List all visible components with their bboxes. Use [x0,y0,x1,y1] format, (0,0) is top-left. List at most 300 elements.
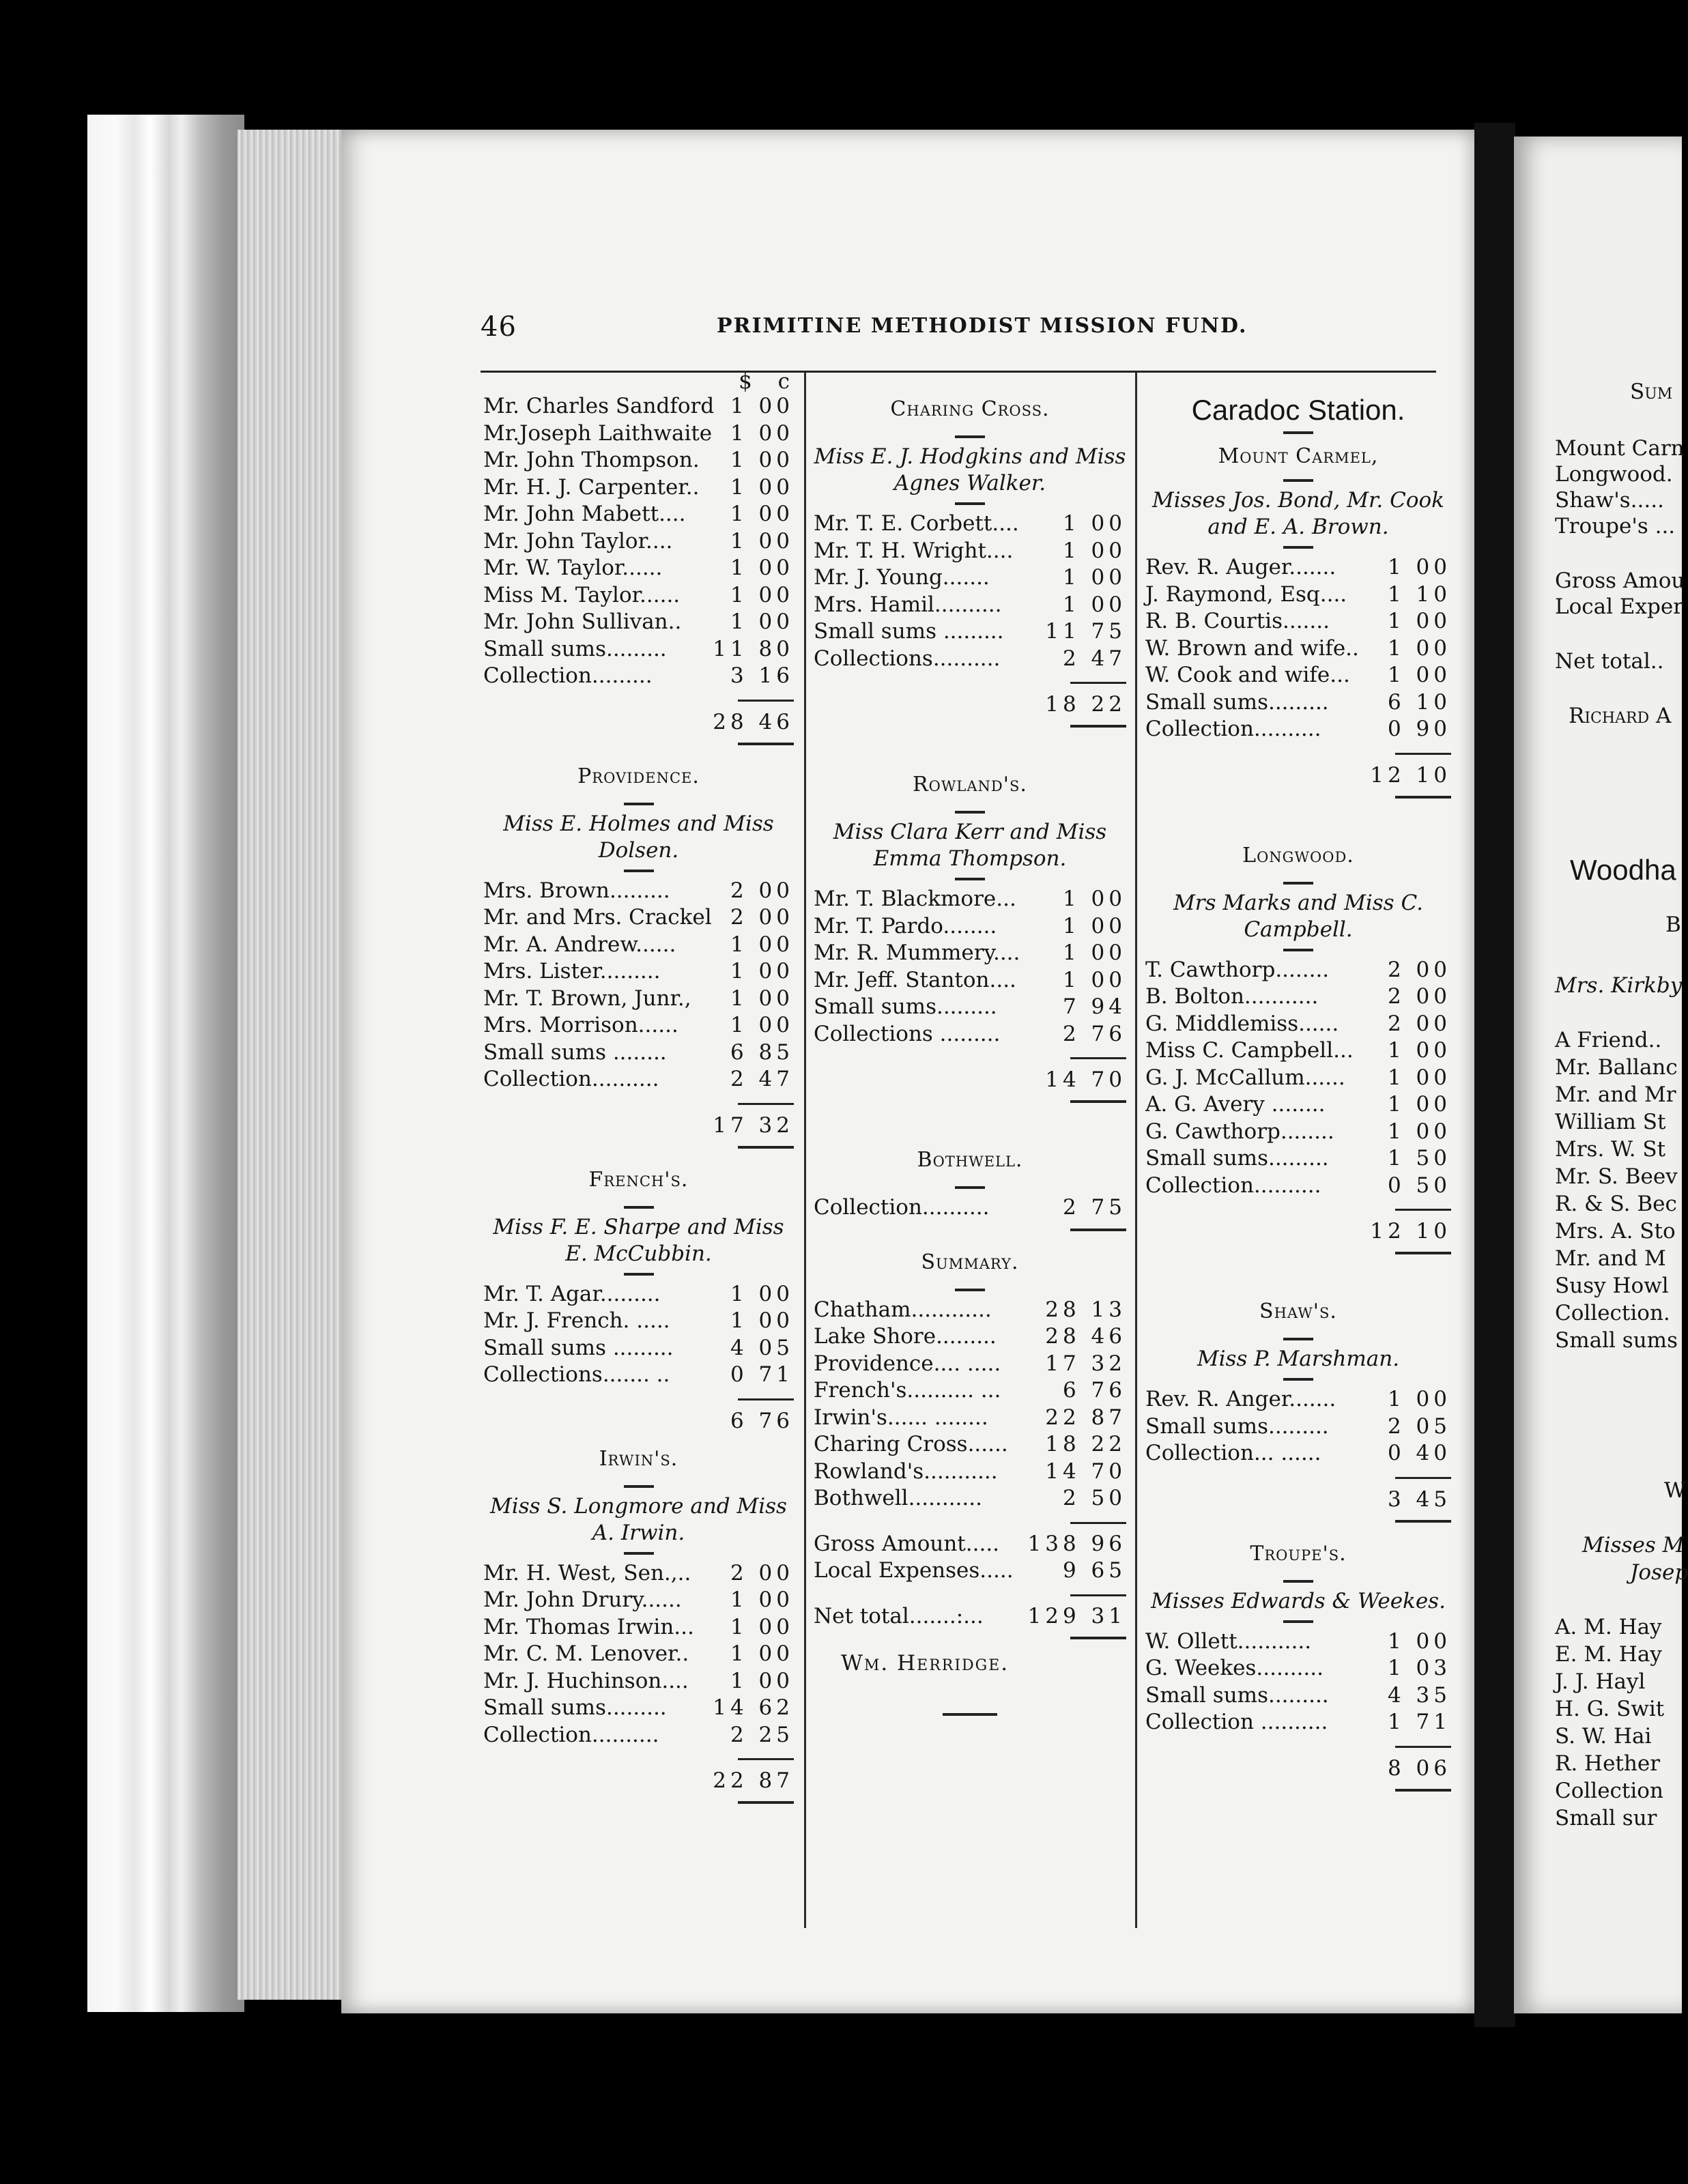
list-item [483,447,794,474]
dash [1283,1580,1313,1583]
facing-page-fragment: Sum [1630,379,1673,404]
section-heading-longwood: Longwood. [1242,843,1354,867]
list-item [483,1308,794,1335]
entry-amount: 1 00 [730,1587,794,1612]
summary-local-label: Local Expenses..... [814,1558,1014,1583]
entry-name: Mr. John Sullivan.. [483,609,682,634]
list-item [814,1405,1126,1432]
total-rule [1070,1228,1126,1231]
entry-amount: 1 00 [1387,555,1451,579]
summary-net-amount: 129 31 [1027,1603,1126,1628]
dash [1283,1378,1313,1381]
frenchs-list [483,1281,794,1389]
entry-name: Mr. W. Taylor...... [483,556,663,580]
entry-name: Collection.......... [1145,717,1321,741]
entry-name: Mr. H. West, Sen.,.. [483,1560,691,1585]
entry-amount: 2 00 [1387,957,1451,982]
list-item [814,1485,1126,1512]
list-item [483,582,794,609]
collectors-charing-cross: Miss E. J. Hodgkins and Miss Agnes Walker. [814,444,1126,495]
facing-page-fragment: William St [1555,1110,1666,1134]
dash [955,435,985,438]
entry-name: Small sums......... [483,1695,667,1720]
list-item [483,555,794,582]
entry-name: Mr.Joseph Laithwaite [483,420,713,446]
list-item [1145,689,1451,717]
entry-name: Mr. Jeff. Stanton.... [814,967,1016,992]
entry-name: Rev. R. Auger....... [1145,555,1336,579]
total-rule [1395,1746,1451,1748]
entry-name: Collection.......... [483,1067,659,1091]
list-item [483,393,794,420]
entry-name: Mrs. Hamil.......... [814,592,1002,617]
list-item [814,886,1126,913]
total-rule [738,743,794,745]
entry-amount: 2 00 [730,1560,794,1585]
book-page-edges [87,115,244,2012]
facing-page-fragment: A Friend.. [1555,1028,1662,1052]
lead-total: 28 46 [713,709,794,734]
frenchs-total: 6 76 [730,1408,794,1433]
list-item [483,878,794,905]
providence-list [483,878,794,1093]
column-divider-1 [804,372,806,1928]
mount-carmel-total: 12 10 [1370,762,1451,788]
entry-amount: 1 00 [730,609,794,634]
entry-amount: 6 76 [1062,1378,1126,1403]
dash [1283,1620,1313,1623]
facing-page-fragment: S. W. Hai [1555,1724,1652,1749]
entry-amount: 1 00 [1062,592,1126,617]
entry-amount: 14 70 [1045,1459,1126,1484]
facing-page-fragment: Mr. S. Beev [1555,1164,1678,1189]
providence-total: 17 32 [713,1112,794,1138]
list-item [483,1066,794,1093]
entry-name: Mr. John Drury...... [483,1587,682,1612]
total-rule [738,1103,794,1105]
list-item [483,663,794,690]
entry-name: Mrs. Morrison...... [483,1013,678,1037]
entry-amount: 1 00 [1387,1119,1451,1144]
entry-amount: 1 00 [1387,1065,1451,1090]
entry-amount: 1 00 [730,1614,794,1639]
longwood-list [1145,957,1451,1200]
section-heading-bothwell: Bothwell. [917,1148,1023,1172]
summary-net-label: Net total.......:... [814,1603,984,1628]
list-item [814,1021,1126,1048]
list-item [1145,1386,1451,1413]
list-item [1145,1145,1451,1173]
list-item [1145,1037,1451,1065]
summary-list [814,1297,1126,1512]
dash [624,1273,654,1276]
section-heading-mount-carmel: Mount Carmel, [1218,444,1379,468]
dash [1283,431,1313,434]
summary-local-row [814,1557,1126,1585]
total-rule [1395,1209,1451,1211]
entry-name: Collections....... .. [483,1362,670,1387]
total-rule [1070,682,1126,684]
list-item [814,511,1126,538]
facing-page-fragment: Small sur [1555,1806,1657,1830]
facing-page-fragment: Josep [1630,1560,1688,1585]
facing-page-fragment: Mount Carn [1555,436,1685,461]
entry-name: Collection.......... [814,1195,990,1220]
list-item [483,528,794,556]
list-item [1145,1628,1451,1656]
entry-name: Small sums......... [814,994,997,1019]
dash [955,502,985,505]
total-rule [1395,1789,1451,1792]
dash [624,1206,654,1209]
dash [1283,949,1313,951]
section-heading-troupes: Troupe's. [1250,1541,1347,1566]
entry-amount: 2 00 [1387,1011,1451,1036]
entry-amount: 1 00 [1062,887,1126,911]
entry-name: Mr. Thomas Irwin... [483,1614,694,1639]
entry-amount: 2 76 [1062,1021,1126,1046]
entry-name: Irwin's...... ........ [814,1405,988,1430]
entry-name: Providence.... ..... [814,1351,1001,1376]
facing-page-fragment: Small sums [1555,1328,1678,1353]
summary-local-amount: 9 65 [1062,1558,1126,1583]
entry-amount: 2 50 [1062,1486,1126,1510]
entry-name: Mr. T. Agar......... [483,1281,661,1306]
entry-amount: 1 00 [1387,609,1451,633]
signature: Wm. Herridge. [841,1651,1010,1676]
dash [1283,1338,1313,1340]
list-item [483,636,794,663]
entry-amount: 1 00 [1062,511,1126,536]
spacer [1145,809,1451,835]
entry-name: G. Middlemiss...... [1145,1011,1339,1036]
entry-name: Miss M. Taylor...... [483,582,681,607]
list-item [483,904,794,932]
entry-amount: 11 75 [1045,619,1126,644]
section-heading-rowlands: Rowland's. [913,773,1027,796]
facing-page-fragment: Net total.. [1555,649,1664,674]
irwins-list [483,1560,794,1749]
total-rule [1395,1477,1451,1479]
entry-amount: 1 00 [1387,635,1451,661]
facing-page-fragment: R. Hether [1555,1751,1661,1776]
entry-amount: 1 00 [1387,1387,1451,1411]
facing-page-fragment: Misses M [1582,1533,1685,1557]
total-rule [738,1801,794,1804]
entry-amount: 1 71 [1387,1710,1451,1734]
entry-name: Collection .......... [1145,1710,1328,1734]
entry-amount: 0 90 [1387,717,1451,741]
book-gutter [1474,123,1515,2027]
entry-name: Mr. T. Pardo........ [814,913,997,938]
dash [1283,479,1313,482]
total-rule [1395,1520,1451,1523]
charing-cross-list [814,511,1126,672]
list-item [1145,1440,1451,1467]
section-heading-shaws: Shaw's. [1259,1299,1337,1323]
list-item [483,1012,794,1039]
list-item [814,1377,1126,1405]
entry-name: Small sums......... [1145,689,1329,715]
list-item [814,1431,1126,1459]
collectors-irwins: Miss S. Longmore and Miss A. Irwin. [490,1493,787,1545]
rowlands-total: 14 70 [1045,1067,1126,1092]
summary-gross-row [814,1531,1126,1558]
entry-amount: 1 00 [730,474,794,500]
entry-name: Collection......... [483,663,653,688]
entry-amount: 1 00 [1387,663,1451,687]
list-item [483,501,794,528]
spacer [814,738,1126,764]
facing-page-fragment: A. M. Hay [1555,1615,1662,1639]
facing-page-fragment: Collection [1555,1779,1663,1803]
entry-amount: 1 00 [730,986,794,1011]
entry-amount: 1 00 [730,932,794,957]
list-item [483,1641,794,1668]
facing-page-fragment: Richard A [1569,704,1672,728]
entry-name: A. G. Avery ........ [1145,1092,1326,1117]
list-item [483,609,794,636]
entry-name: Mr. H. J. Carpenter.. [483,474,700,500]
entry-amount: 3 16 [730,663,794,688]
total-rule [1395,796,1451,799]
dash [1283,546,1313,549]
list-item [814,940,1126,967]
list-item [1145,662,1451,689]
entry-amount: 1 00 [1387,1628,1451,1654]
list-item [814,538,1126,565]
shaws-list [1145,1386,1451,1467]
entry-amount: 1 00 [1062,913,1126,938]
entry-name: French's.......... ... [814,1378,1001,1403]
entry-name: Mr. T. Blackmore... [814,887,1016,911]
section-heading-summary: Summary. [921,1250,1019,1274]
entry-amount: 0 50 [1387,1173,1451,1198]
facing-page-fragment: B [1665,913,1681,937]
entry-name: Collection.......... [1145,1173,1321,1198]
entry-amount: 2 00 [730,878,794,903]
entry-amount: 4 05 [730,1335,794,1360]
entry-amount: 1 00 [730,959,794,983]
entry-name: Rowland's........... [814,1459,998,1484]
cent-sign: c [777,369,794,394]
list-item [1145,716,1451,743]
entry-name: W. Cook and wife... [1145,663,1350,687]
list-item [1145,957,1451,984]
entry-name: Mr. C. M. Lenover.. [483,1641,689,1666]
entry-name: Small sums......... [1145,1413,1329,1439]
entry-amount: 1 50 [1387,1146,1451,1170]
entry-amount: 1 00 [1062,538,1126,563]
entry-name: Mr. J. Huchinson.... [483,1668,689,1693]
entry-name: Mr. and Mrs. Crackel [483,905,712,930]
entry-amount: 17 32 [1045,1351,1126,1376]
entry-amount: 1 00 [730,528,794,554]
dash [955,1289,985,1291]
entry-name: Rev. R. Anger....... [1145,1387,1336,1411]
entry-name: Mr. J. French. ..... [483,1308,670,1333]
list-item [483,1614,794,1641]
entry-amount: 1 00 [730,502,794,526]
entry-name: Mr. R. Mummery.... [814,940,1020,965]
dash [624,803,654,805]
section-heading-frenchs: French's. [588,1167,689,1192]
list-item [814,1323,1126,1351]
list-item [1145,1413,1451,1441]
entry-amount: 1 00 [1387,1092,1451,1117]
book-page-stack [238,130,343,2000]
total-rule [1395,1252,1451,1254]
list-item [814,913,1126,940]
collectors-shaws: Miss P. Marshman. [1197,1347,1400,1371]
entry-amount: 14 62 [713,1695,794,1720]
entry-amount: 2 25 [730,1722,794,1747]
facing-page-fragment: J. J. Hayl [1555,1669,1646,1694]
station-title: Caradoc Station. [1191,394,1405,426]
list-item [814,592,1126,619]
total-rule [1070,1594,1126,1596]
total-rule [738,700,794,702]
entry-amount: 2 00 [730,905,794,930]
facing-page-fragment: Troupe's ... [1555,514,1676,538]
collectors-longwood: Mrs Marks and Miss C. Campbell. [1173,890,1423,942]
collectors-frenchs: Miss F. E. Sharpe and Miss E. McCubbin. [493,1214,784,1266]
dash [624,1552,654,1555]
facing-page-fragment: Mr. and Mr [1555,1082,1676,1107]
entry-name: Small sums ......... [483,1335,674,1360]
troupes-list [1145,1628,1451,1736]
dash [1283,882,1313,885]
facing-page-fragment: Mrs. A. Sto [1555,1219,1676,1244]
entry-amount: 1 00 [730,1308,794,1333]
facing-page-fragment: Local Exper [1555,594,1683,619]
list-item [1145,1173,1451,1200]
list-item [1145,1119,1451,1146]
dash [955,1186,985,1189]
rowlands-list [814,886,1126,1048]
list-item [1145,1709,1451,1736]
entry-name: Small sums ......... [814,619,1004,644]
section-heading-charing-cross: Charing Cross. [890,397,1050,421]
list-item [1145,554,1451,581]
collectors-mount-carmel: Misses Jos. Bond, Mr. Cook and E. A. Brown. [1152,488,1444,539]
dash [955,811,985,814]
entry-name: Small sums......... [1145,1682,1329,1708]
entry-name: Mr. John Mabett.... [483,502,686,526]
list-item [483,1668,794,1695]
collectors-providence: Miss E. Holmes and Miss Dolsen. [503,811,774,863]
entry-amount: 28 46 [1045,1324,1126,1349]
entry-amount: 1 00 [730,1013,794,1037]
list-item [483,1695,794,1722]
entry-amount: 1 10 [1387,581,1451,607]
list-item [1145,1065,1451,1092]
list-item [1145,635,1451,663]
charing-cross-total: 18 22 [1045,692,1126,717]
total-rule [1070,1637,1126,1639]
column-3 [1145,389,1451,1802]
running-title: PRIMITINE METHODIST MISSION FUND. [717,314,1248,338]
list-item [483,986,794,1013]
total-rule [1070,725,1126,728]
list-item [483,1587,794,1614]
entry-name: Mrs. Brown......... [483,878,670,903]
entry-name: G. Weekes.......... [1145,1656,1324,1680]
entry-name: Small sums......... [1145,1146,1329,1170]
entry-amount: 1 03 [1387,1656,1451,1680]
entry-name: Charing Cross...... [814,1432,1008,1456]
total-rule [738,1398,794,1400]
entry-amount: 28 13 [1045,1297,1126,1322]
mount-carmel-list [1145,554,1451,743]
entry-name: Mr. John Thompson. [483,448,700,472]
total-rule [738,1146,794,1149]
entry-amount: 1 00 [1062,967,1126,992]
entry-name: Collection.......... [483,1722,659,1747]
dash [624,1485,654,1488]
entry-amount: 7 94 [1062,994,1126,1019]
section-heading-providence: Providence. [577,764,700,788]
collectors-rowlands: Miss Clara Kerr and Miss Emma Thompson. [833,820,1107,871]
troupes-total: 8 06 [1387,1755,1451,1781]
entry-name: T. Cawthorp........ [1145,957,1330,982]
entry-amount: 2 47 [730,1067,794,1091]
list-item [814,564,1126,592]
entry-amount: 0 40 [1387,1441,1451,1465]
entry-name: Lake Shore......... [814,1324,997,1349]
entry-name: Small sums......... [483,636,667,661]
list-item [483,1560,794,1587]
list-item [1145,581,1451,609]
bothwell-list [814,1194,1126,1222]
list-item [483,420,794,448]
column-2 [814,389,1126,1721]
total-rule [1070,1057,1126,1059]
facing-page-fragment: Woodha [1570,854,1676,886]
list-item [483,932,794,959]
list-item [814,646,1126,673]
summary-gross-amount: 138 96 [1027,1531,1126,1556]
list-item [814,1297,1126,1324]
list-item [814,1194,1126,1222]
list-item [1145,1091,1451,1119]
entry-amount: 2 05 [1387,1413,1451,1439]
section-heading-irwins: Irwin's. [599,1446,678,1471]
facing-page-fragment: Collection. [1555,1301,1670,1325]
total-rule [1070,1522,1126,1524]
entry-name: B. Bolton........... [1145,984,1319,1009]
list-item [483,1281,794,1308]
entry-amount: 1 00 [730,556,794,580]
list-item [1145,1011,1451,1038]
list-item [483,1722,794,1749]
entry-amount: 1 00 [730,420,794,446]
list-item [814,994,1126,1021]
entry-amount: 2 75 [1062,1195,1126,1220]
list-item [1145,1682,1451,1710]
list-item [483,958,794,986]
list-item [814,1459,1126,1486]
list-item [814,967,1126,994]
facing-page-fragment: R. & S. Bec [1555,1192,1677,1216]
entry-amount: 2 47 [1062,646,1126,671]
list-item [483,1362,794,1389]
summary-net-row [814,1603,1126,1630]
collectors-troupes: Misses Edwards & Weekes. [1151,1588,1446,1613]
entry-amount: 1 00 [730,1641,794,1666]
facing-page-fragment: Gross Amou [1555,569,1685,593]
spacer [814,1114,1126,1140]
